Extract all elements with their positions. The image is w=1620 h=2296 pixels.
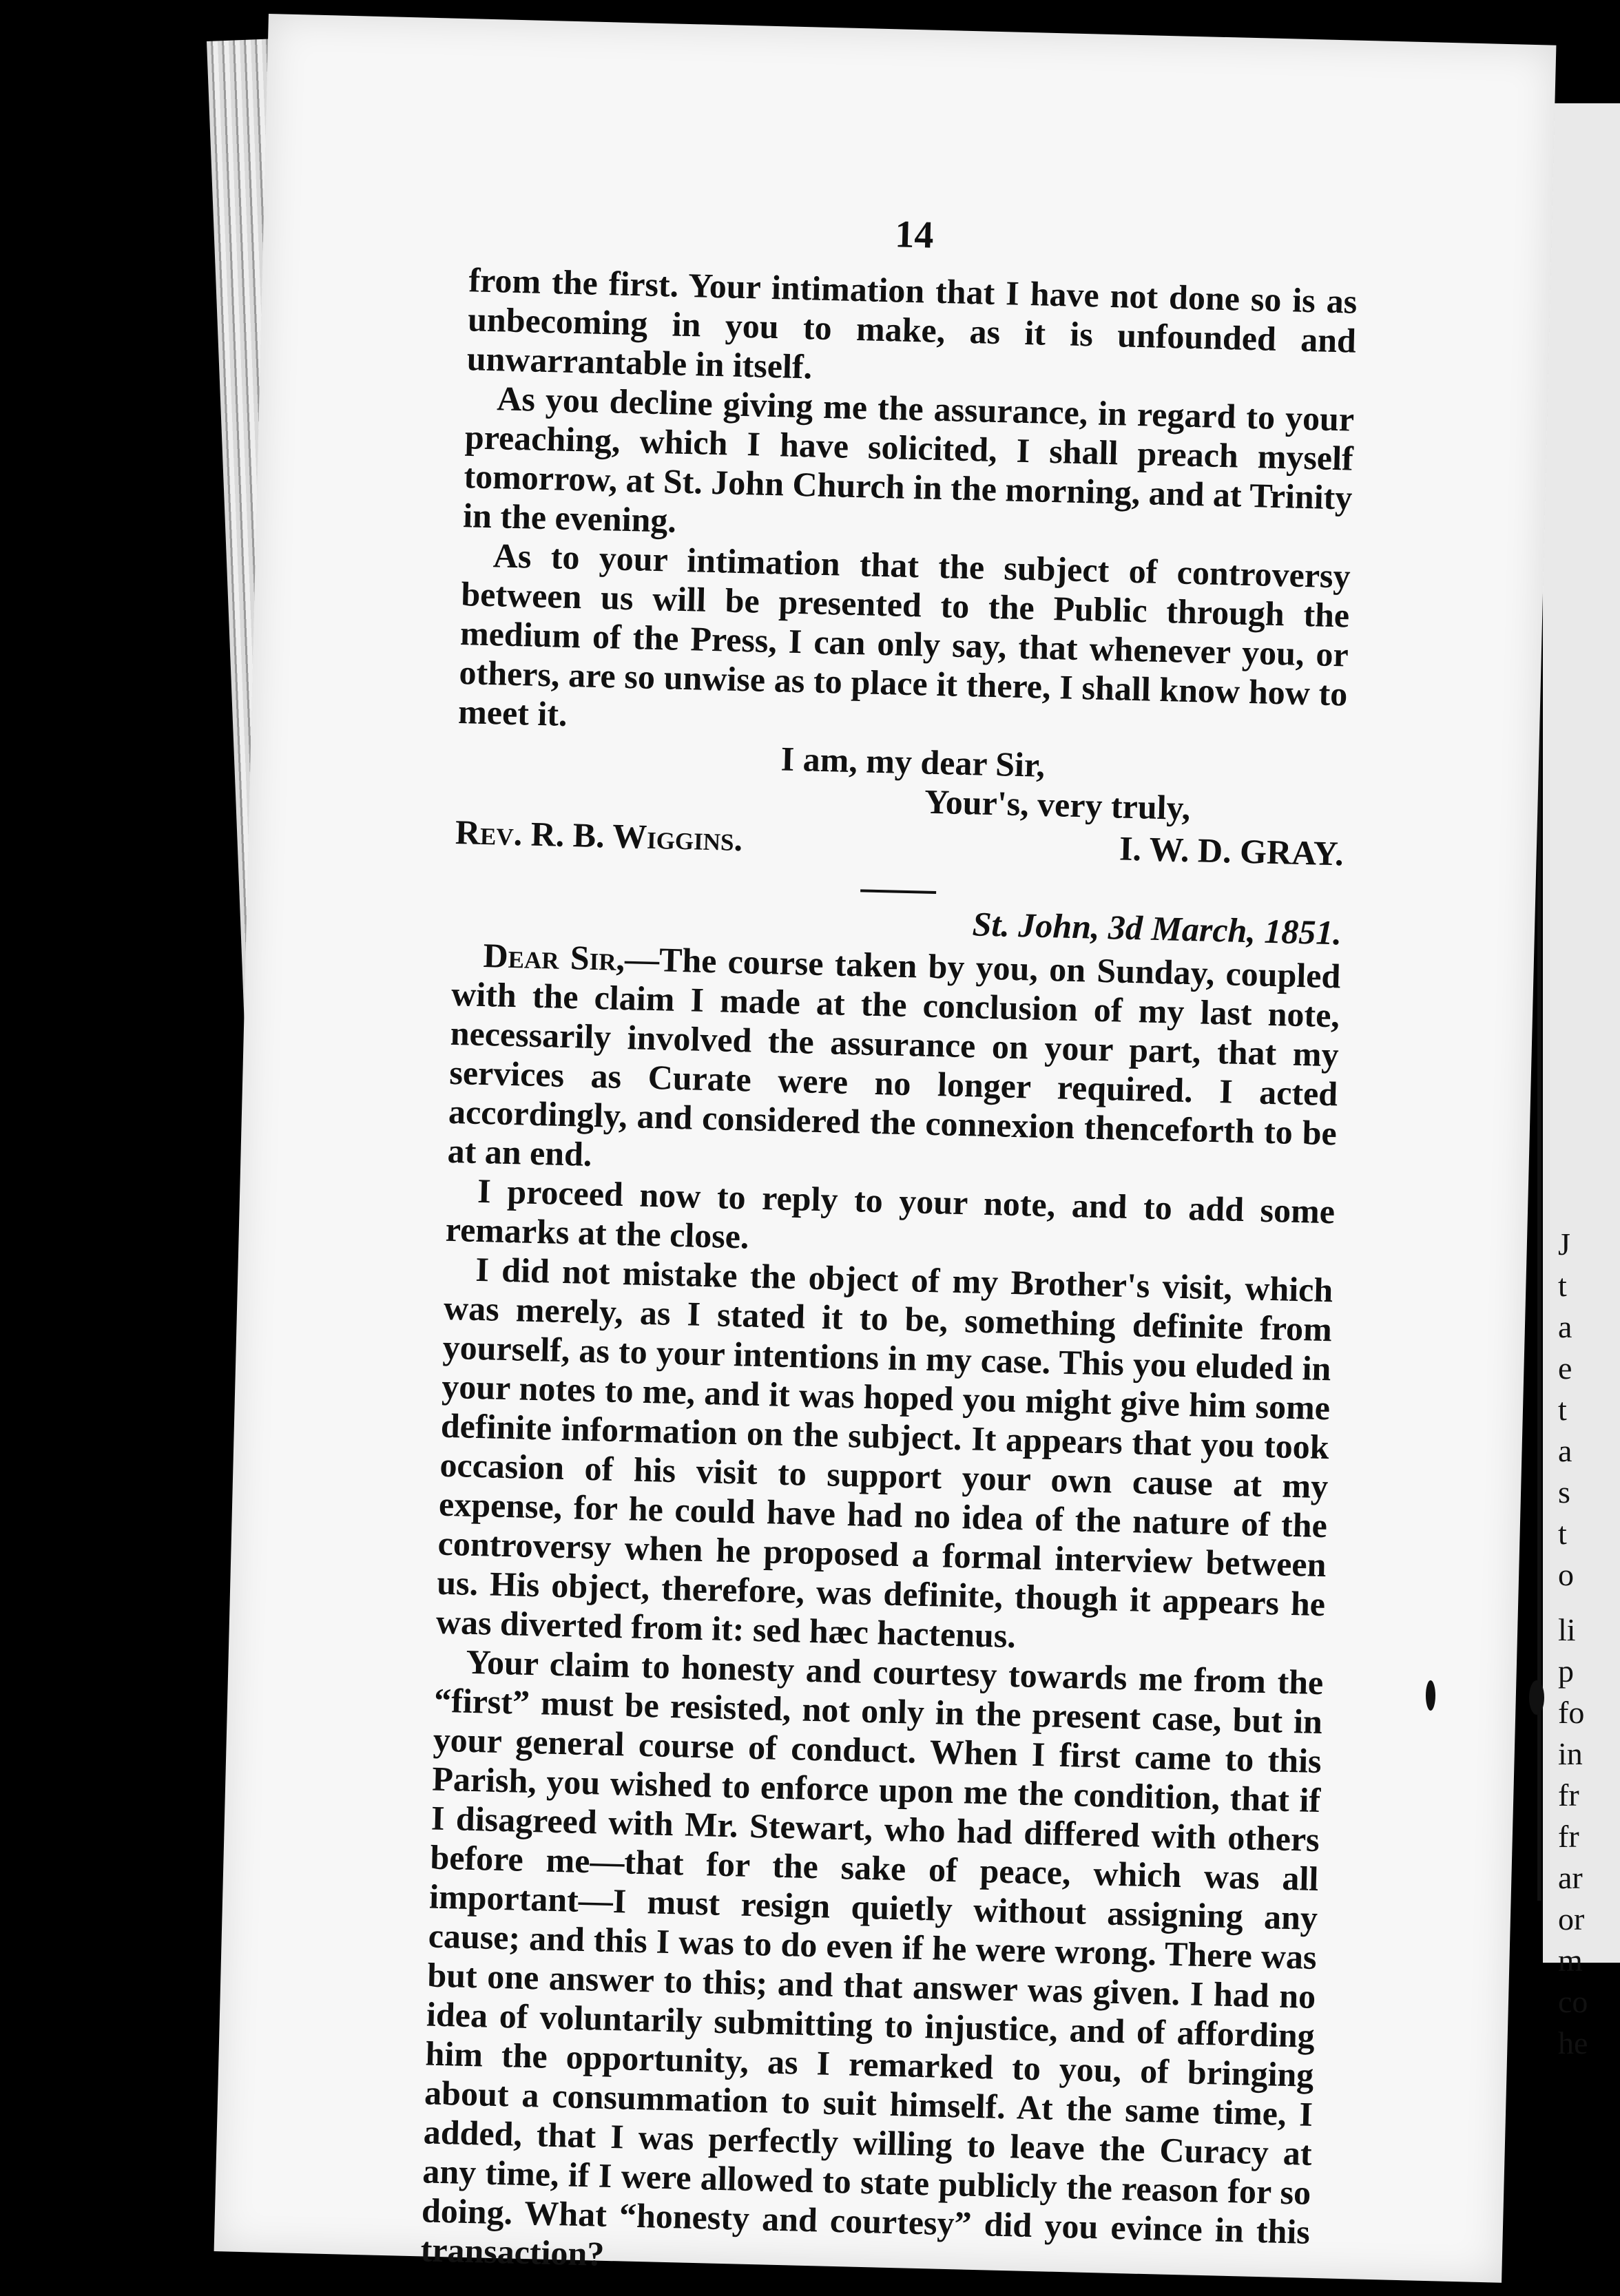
facing-page-letter: or [1558, 1901, 1585, 1937]
facing-page-letter: he [1558, 2025, 1588, 2060]
facing-page-letter: fr [1558, 1777, 1579, 1813]
facing-page-letter: t [1558, 1268, 1567, 1303]
facing-page-letter: co [1558, 1984, 1588, 2019]
page-number: 14 [894, 213, 935, 257]
date-line: St. John, 3d March, 1851. [972, 904, 1342, 952]
ink-blot [1529, 1680, 1544, 1715]
salutation: Dear Sir, [483, 936, 625, 979]
addressee: Rev. R. B. Wiggins. [455, 812, 743, 859]
facing-page-letter: t [1558, 1516, 1567, 1551]
facing-page-letter: J [1558, 1227, 1570, 1262]
paragraph-2: As you decline giving me the assurance, in regard to your preaching, which I have solicited, I shall preach myself tomorrow, at St. John Church in the morning, and at Trinity in the evening. [462, 379, 1355, 540]
closing-line-2: Your's, very truly, [924, 782, 1192, 828]
page-text [420, 205, 1359, 2291]
closing-line-1: I am, my dear Sir, [780, 739, 1046, 784]
facing-page-letter: p [1558, 1653, 1574, 1689]
facing-page-letter: m [1558, 1943, 1583, 1978]
facing-page-fragment [1543, 103, 1620, 2060]
facing-page-letter: li [1558, 1612, 1576, 1647]
facing-page-letter: ar [1558, 1860, 1583, 1895]
signature: I. W. D. GRAY. [1119, 828, 1344, 873]
facing-page-letter: a [1558, 1309, 1572, 1344]
letter-paragraph-1: Dear Sir,—The course taken by you, on Sunday, coupled with the claim I made at the conclusion of my last note, necessarily involved the assurance on your part, that my services as Curate were no longer required. I acted accordingly, and considered the connexion thenceforth to be at an end. [447, 936, 1342, 1173]
paragraph-1: from the first. Your intimation that I have not done so is as unbecoming in you to make, as it is unfounded and unwarrantable in itself. [466, 260, 1358, 386]
facing-page-letter: o [1558, 1557, 1574, 1592]
facing-page-letter: fo [1558, 1695, 1585, 1730]
letter-paragraph-3: I did not mistake the object of my Brother's visit, which was merely, as I stated it to be, something definite from yourself, as to your intentions in my case. This you eluded in your notes to me, and it was hoped you might give him some definite information on the subject. It appears that you took occasion of his visit to support your own cause at my expense, for he could have had no idea of the nature of the controversy when he proposed a formal interview between us. His object, therefore, was definite, though it appears he was diverted from it: sed hæc hactenus. [435, 1249, 1333, 1656]
letter-paragraph-2: I proceed now to reply to your note, and to add some remarks at the close. [445, 1171, 1336, 1256]
facing-page-letter: fr [1558, 1819, 1579, 1854]
ink-blot [1426, 1680, 1435, 1711]
facing-page-letter: t [1558, 1392, 1567, 1427]
letter-paragraph-4: Your claim to honesty and courtesy towards me from the “first” must be resisted, not only in the present case, but in your general course of conduct. When I first came to this Parish, you wished to enforce upon me the condition, that if I disagreed with Mr. Stewart, who had differed with others before me—that for the sake of peace, which was all important—I must resign quietly without assigning any cause; and this I was to do even if he were wrong. There was but one answer to this; and that answer was given. I had no idea of voluntarily submitting to injustice, and of affording him the opportunity, as I remarked to you, of bringing about a consummation to suit himself. At the same time, I added, that I was perfectly willing to leave the Curacy at any time, if I were allowed to state publicly the reason for so doing. What “honesty and courtesy” did you evince in this transaction? [420, 1642, 1324, 2273]
section-divider [860, 889, 936, 894]
facing-page-letter: in [1558, 1736, 1583, 1771]
facing-page-letter: a [1558, 1433, 1572, 1468]
facing-page-letter: e [1558, 1350, 1572, 1386]
book-page [214, 14, 1557, 2283]
paragraph-3: As to your intimation that the subject of controversy between us will be presented to the Public through the medium of the Press, I can only say, that whenever you, or others, are so unwise as to place it there, I shall know how to meet it. [457, 536, 1351, 733]
facing-page-letter: s [1558, 1474, 1570, 1510]
